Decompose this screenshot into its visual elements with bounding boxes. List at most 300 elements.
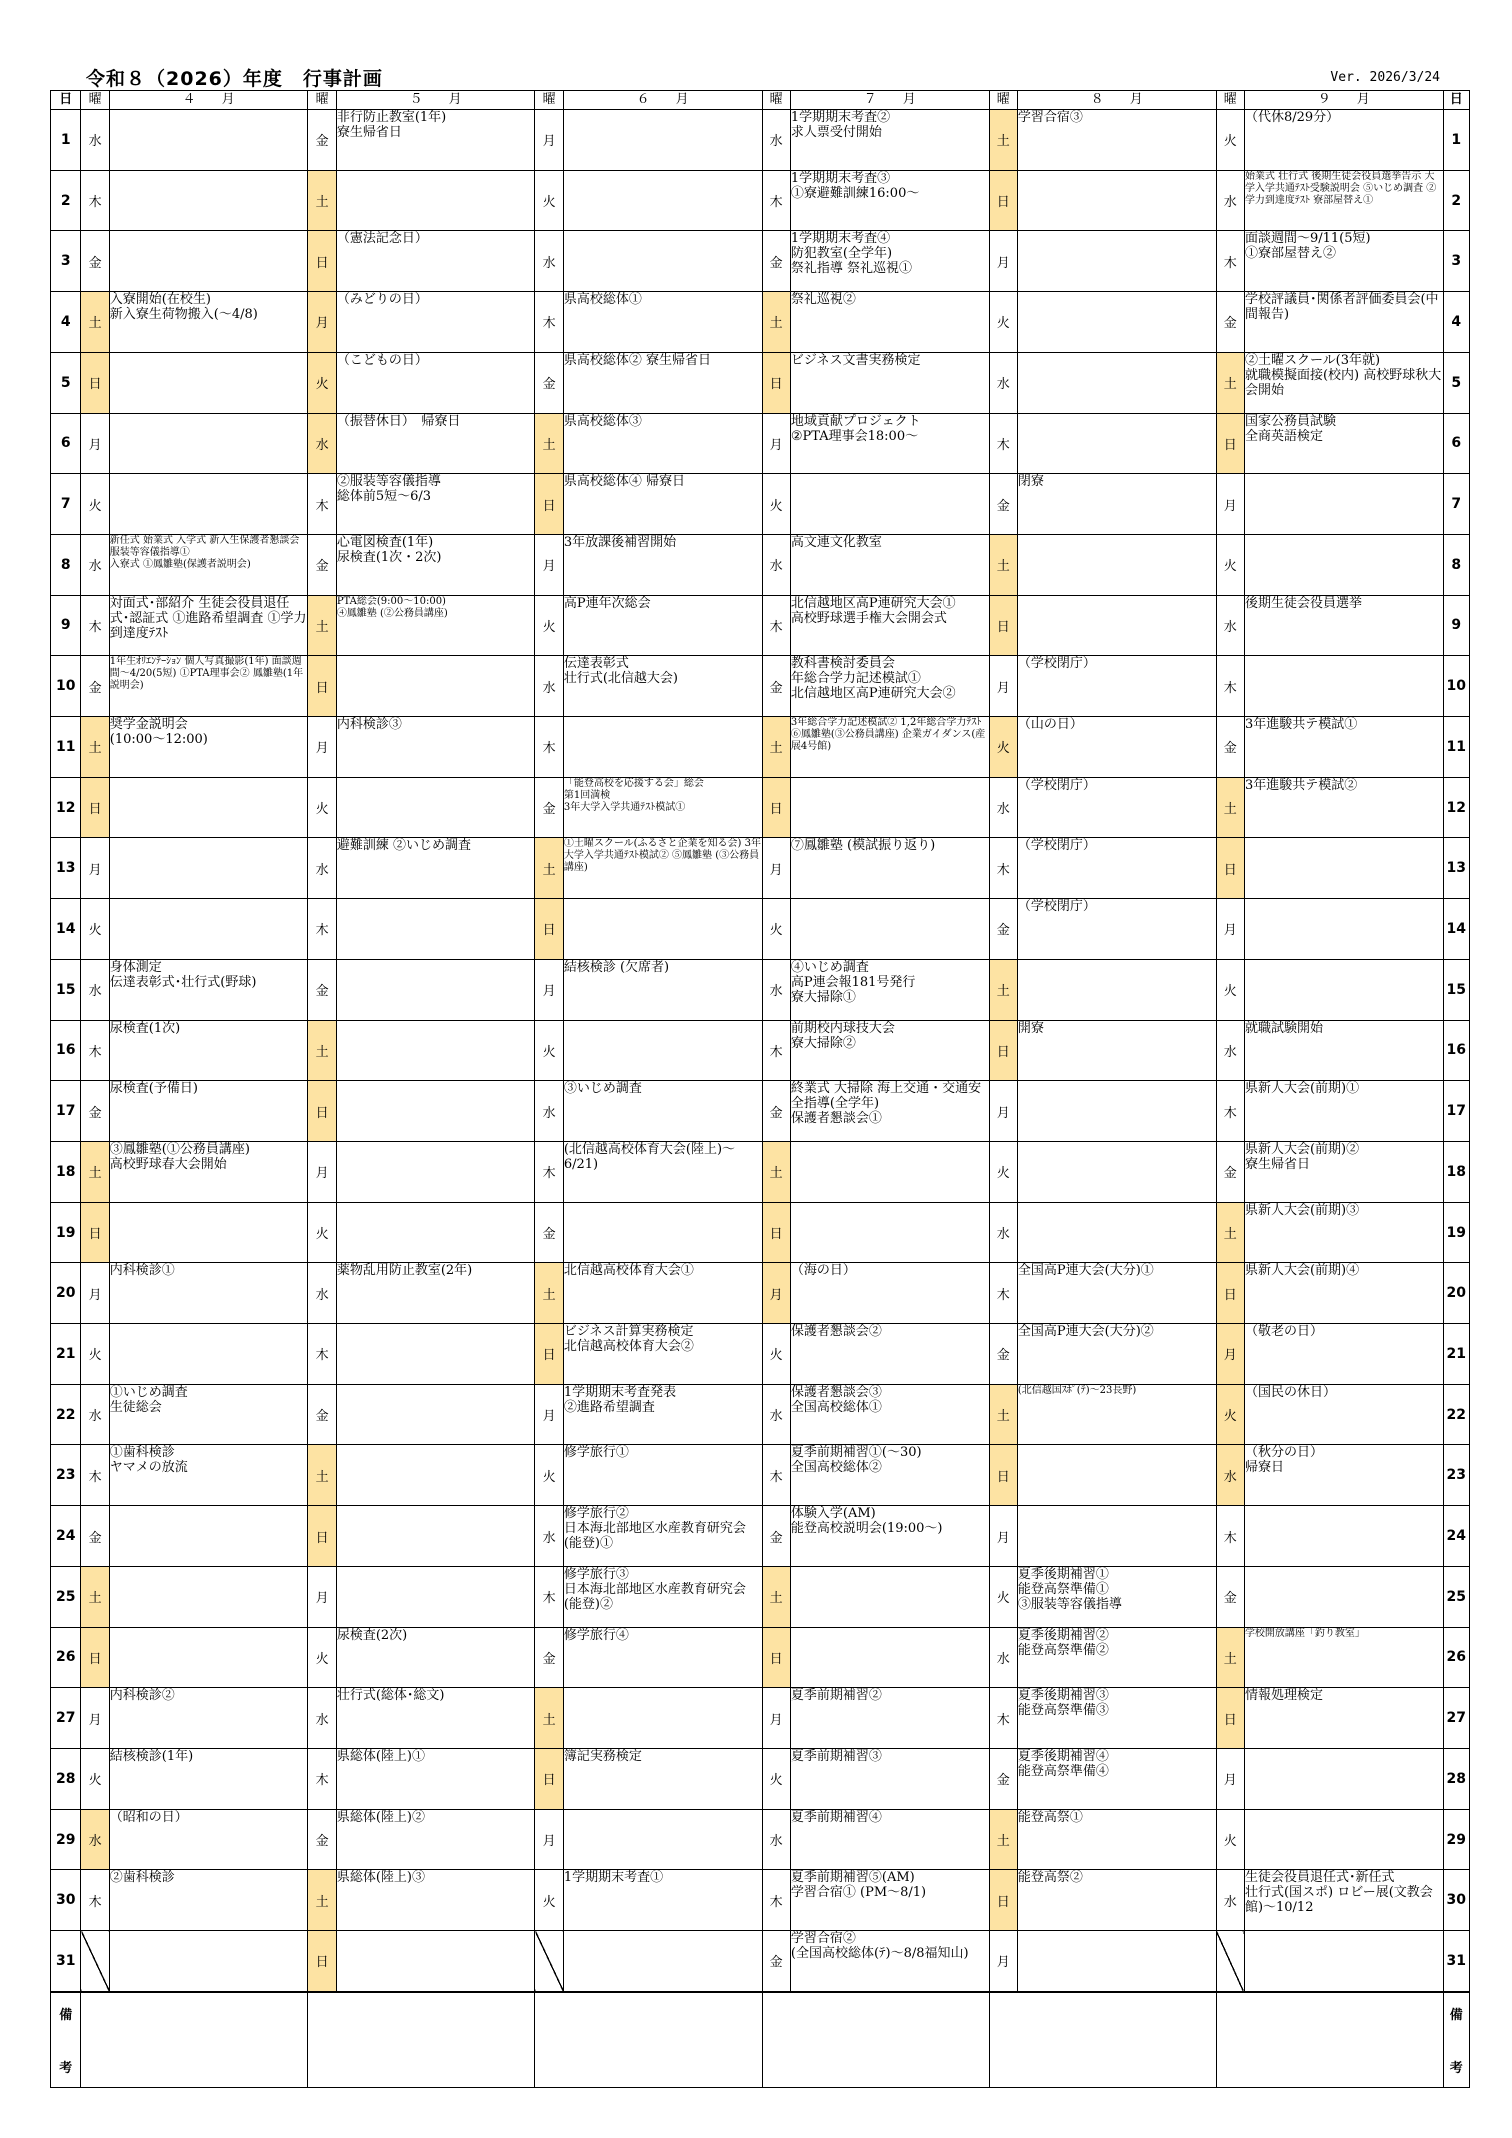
event-cell (1244, 1748, 1443, 1809)
weekday-header: 曜 (81, 91, 109, 110)
event-cell: （学校閉庁） (1017, 656, 1216, 717)
event-cell: 学習合宿② (全国高校総体(ﾃ)～8/8福知山) (790, 1931, 989, 1992)
weekday-cell: 水 (762, 1384, 790, 1445)
weekday-cell: 木 (81, 1870, 109, 1931)
weekday-cell: 日 (1216, 838, 1244, 899)
weekday-cell: 土 (535, 1263, 563, 1324)
weekday-cell: 水 (762, 534, 790, 595)
event-cell (1017, 1081, 1216, 1142)
weekday-cell: 水 (81, 534, 109, 595)
event-cell: 薬物乱用防止教室(2年) (336, 1263, 535, 1324)
weekday-cell: 金 (1216, 717, 1244, 778)
day-number: 19 (51, 1202, 81, 1263)
weekday-cell: 日 (308, 231, 336, 292)
weekday-cell: 日 (308, 1931, 336, 1992)
weekday-cell: 日 (535, 1748, 563, 1809)
day-number: 15 (1443, 959, 1469, 1020)
weekday-cell: 火 (762, 899, 790, 960)
event-cell: ②歯科検診 (109, 1870, 308, 1931)
day-row (51, 231, 1470, 292)
day-number: 20 (51, 1263, 81, 1324)
weekday-header: 曜 (535, 91, 563, 110)
event-cell (109, 413, 308, 474)
weekday-cell: 火 (989, 1141, 1017, 1202)
event-cell (109, 899, 308, 960)
event-cell (1017, 352, 1216, 413)
event-cell (563, 1688, 762, 1749)
weekday-cell (81, 1931, 109, 1992)
weekday-cell: 木 (535, 717, 563, 778)
event-cell (336, 959, 535, 1020)
event-cell: 壮行式(総体･総文) (336, 1688, 535, 1749)
event-cell: 対面式･部紹介 生徒会役員退任式･認証式 ①進路希望調査 ①学力到達度ﾃｽﾄ (109, 595, 308, 656)
weekday-cell: 木 (535, 1141, 563, 1202)
weekday-cell: 土 (762, 292, 790, 353)
weekday-cell: 月 (535, 1809, 563, 1870)
weekday-cell: 火 (308, 777, 336, 838)
event-cell: 1学期期末考査④ 防犯教室(全学年) 祭礼指導 祭礼巡視① (790, 231, 989, 292)
weekday-cell: 月 (81, 413, 109, 474)
weekday-cell: 木 (308, 1748, 336, 1809)
weekday-cell: 金 (308, 534, 336, 595)
weekday-cell: 日 (81, 1202, 109, 1263)
event-cell (563, 1020, 762, 1081)
month-header: ６ 月 (563, 91, 762, 110)
weekday-cell: 木 (308, 899, 336, 960)
event-cell: 情報処理検定 (1244, 1688, 1443, 1749)
weekday-cell: 金 (308, 110, 336, 171)
weekday-cell: 日 (1216, 1688, 1244, 1749)
weekday-cell: 月 (989, 1081, 1017, 1142)
day-row (51, 1566, 1470, 1627)
day-number: 25 (1443, 1566, 1469, 1627)
weekday-header: 曜 (308, 91, 336, 110)
month-header: ９ 月 (1244, 91, 1443, 110)
event-cell: （憲法記念日） (336, 231, 535, 292)
month-header: ８ 月 (1017, 91, 1216, 110)
weekday-cell: 月 (989, 1506, 1017, 1567)
day-header: 日 (51, 91, 81, 110)
weekday-cell: 日 (762, 1627, 790, 1688)
weekday-cell: 日 (989, 1870, 1017, 1931)
day-row (51, 474, 1470, 535)
weekday-cell: 金 (762, 1506, 790, 1567)
event-cell (563, 899, 762, 960)
weekday-cell: 火 (989, 292, 1017, 353)
event-cell: （振替休日） 帰寮日 (336, 413, 535, 474)
remarks-cell (308, 1992, 535, 2088)
event-cell: 尿検査(1次) (109, 1020, 308, 1081)
weekday-cell: 金 (1216, 292, 1244, 353)
event-cell: 簿記実務検定 (563, 1748, 762, 1809)
event-cell: 内科検診② (109, 1688, 308, 1749)
event-cell: 3年進駿共テ模試② (1244, 777, 1443, 838)
event-cell: 修学旅行② 日本海北部地区水産教育研究会(能登)① (563, 1506, 762, 1567)
day-row (51, 959, 1470, 1020)
day-row (51, 292, 1470, 353)
event-cell: 県総体(陸上)① (336, 1748, 535, 1809)
remarks-label-char: 考 (1449, 2060, 1463, 2076)
event-cell (790, 777, 989, 838)
event-cell (336, 1081, 535, 1142)
event-cell: 夏季後期補習④ 能登高祭準備④ (1017, 1748, 1216, 1809)
day-row (51, 110, 1470, 171)
weekday-cell: 土 (308, 595, 336, 656)
day-number: 16 (1443, 1020, 1469, 1081)
weekday-cell: 木 (762, 1020, 790, 1081)
event-cell (1017, 292, 1216, 353)
event-cell (790, 1141, 989, 1202)
event-cell: 結核検診(1年) (109, 1748, 308, 1809)
event-cell (1244, 899, 1443, 960)
day-row (51, 1748, 1470, 1809)
weekday-cell: 水 (81, 1809, 109, 1870)
day-number: 16 (51, 1020, 81, 1081)
event-cell (109, 110, 308, 171)
weekday-cell: 水 (1216, 170, 1244, 231)
day-number: 4 (1443, 292, 1469, 353)
event-cell: 高文連文化教室 (790, 534, 989, 595)
event-cell (563, 110, 762, 171)
weekday-cell: 金 (1216, 1141, 1244, 1202)
event-cell (109, 838, 308, 899)
event-cell: 開寮 (1017, 1020, 1216, 1081)
event-cell: 1学期期末考査① (563, 1870, 762, 1931)
remarks-cell (535, 1992, 762, 2088)
event-cell: 県高校総体① (563, 292, 762, 353)
weekday-cell: 木 (535, 1566, 563, 1627)
event-cell: 祭礼巡視② (790, 292, 989, 353)
day-number: 28 (51, 1748, 81, 1809)
day-number: 18 (1443, 1141, 1469, 1202)
event-cell: （みどりの日） (336, 292, 535, 353)
weekday-cell: 金 (762, 231, 790, 292)
event-cell: ②服装等容儀指導 総体前5短～6/3 (336, 474, 535, 535)
event-cell (336, 1566, 535, 1627)
event-cell: 新任式 始業式 入学式 新入生保護者懇談会 服装等容儀指導① 入寮式 ①鳳雛塾(保護者説明会) (109, 534, 308, 595)
event-cell: ③いじめ調査 (563, 1081, 762, 1142)
weekday-cell: 金 (762, 1931, 790, 1992)
day-row (51, 1445, 1470, 1506)
weekday-cell: 土 (762, 1141, 790, 1202)
event-cell: 北信越高校体育大会① (563, 1263, 762, 1324)
event-cell (1244, 959, 1443, 1020)
remarks-label-char: 備 (1449, 2007, 1463, 2023)
day-number: 3 (51, 231, 81, 292)
weekday-cell: 木 (762, 170, 790, 231)
weekday-cell: 金 (308, 1384, 336, 1445)
event-cell: 夏季前期補習④ (790, 1809, 989, 1870)
day-row (51, 777, 1470, 838)
event-cell: （学校閉庁） (1017, 777, 1216, 838)
weekday-cell: 金 (762, 656, 790, 717)
weekday-cell: 月 (989, 1931, 1017, 1992)
weekday-cell: 火 (81, 474, 109, 535)
event-cell: 3年総合学力記述模試② 1,2年総合学力ﾃｽﾄ ⑥鳳雛塾(③公務員講座) 企業ガイダンス(産展4号館) (790, 717, 989, 778)
month-header: ７ 月 (790, 91, 989, 110)
event-cell: 尿検査(2次) (336, 1627, 535, 1688)
weekday-cell: 土 (762, 717, 790, 778)
weekday-cell: 土 (989, 959, 1017, 1020)
event-cell (1017, 1202, 1216, 1263)
weekday-cell: 金 (989, 1748, 1017, 1809)
day-number: 21 (1443, 1324, 1469, 1385)
day-number: 1 (51, 110, 81, 171)
weekday-cell: 木 (1216, 1506, 1244, 1567)
day-number: 8 (1443, 534, 1469, 595)
page-header (50, 64, 1470, 90)
weekday-cell: 月 (308, 292, 336, 353)
day-row (51, 413, 1470, 474)
event-cell: 始業式 壮行式 後期生徒会役員選挙告示 大学入学共通ﾃｽﾄ受験説明会 ⑤いじめ調査 ②学力到達度ﾃｽﾄ 寮部屋替え① (1244, 170, 1443, 231)
weekday-cell: 水 (81, 1384, 109, 1445)
weekday-cell: 木 (762, 1445, 790, 1506)
weekday-cell: 金 (81, 1506, 109, 1567)
weekday-cell: 火 (989, 717, 1017, 778)
weekday-cell: 木 (308, 1324, 336, 1385)
page-title: 令和８（2026）年度 行事計画 (86, 68, 383, 90)
event-cell: 夏季前期補習⑤(AM) 学習合宿① (PM～8/1) (790, 1870, 989, 1931)
day-number: 27 (51, 1688, 81, 1749)
weekday-cell: 水 (1216, 595, 1244, 656)
event-cell: 夏季後期補習① 能登高祭準備① ③服装等容儀指導 (1017, 1566, 1216, 1627)
weekday-cell: 火 (535, 1020, 563, 1081)
weekday-cell: 火 (1216, 1809, 1244, 1870)
weekday-cell: 月 (989, 231, 1017, 292)
event-cell (109, 1931, 308, 1992)
event-cell (109, 1202, 308, 1263)
day-number: 3 (1443, 231, 1469, 292)
weekday-cell: 日 (762, 1202, 790, 1263)
event-cell (563, 1809, 762, 1870)
event-cell: ③鳳雛塾(①公務員講座) 高校野球春大会開始 (109, 1141, 308, 1202)
weekday-cell: 水 (762, 959, 790, 1020)
weekday-cell: 日 (989, 1020, 1017, 1081)
event-cell: 全国高P連大会(大分)② (1017, 1324, 1216, 1385)
event-cell: ビジネス文書実務検定 (790, 352, 989, 413)
weekday-cell: 日 (989, 1445, 1017, 1506)
weekday-cell: 金 (308, 959, 336, 1020)
weekday-cell: 金 (308, 1809, 336, 1870)
event-cell: 教科書検討委員会 年総合学力記述模試① 北信越地区高P連研究大会② (790, 656, 989, 717)
weekday-cell: 金 (535, 1627, 563, 1688)
weekday-cell: 水 (1216, 1445, 1244, 1506)
day-number: 13 (51, 838, 81, 899)
day-number: 18 (51, 1141, 81, 1202)
event-cell: 1学期期末考査発表 ②進路希望調査 (563, 1384, 762, 1445)
day-number: 30 (51, 1870, 81, 1931)
event-cell: 夏季前期補習③ (790, 1748, 989, 1809)
day-number: 26 (51, 1627, 81, 1688)
event-cell (109, 231, 308, 292)
weekday-cell: 水 (535, 1506, 563, 1567)
remarks-cell (762, 1992, 989, 2088)
event-cell: 夏季後期補習② 能登高祭準備② (1017, 1627, 1216, 1688)
event-cell (336, 170, 535, 231)
weekday-cell: 木 (762, 595, 790, 656)
event-cell: 1学期期末考査③ ①寮避難訓練16:00～ (790, 170, 989, 231)
day-number: 23 (51, 1445, 81, 1506)
event-cell (336, 1141, 535, 1202)
event-cell (1017, 1141, 1216, 1202)
weekday-cell: 月 (535, 959, 563, 1020)
event-cell: 修学旅行① (563, 1445, 762, 1506)
event-cell (336, 899, 535, 960)
weekday-cell: 火 (535, 1445, 563, 1506)
weekday-cell: 土 (989, 110, 1017, 171)
weekday-cell: 火 (1216, 959, 1244, 1020)
event-cell (109, 352, 308, 413)
day-row (51, 838, 1470, 899)
day-number: 28 (1443, 1748, 1469, 1809)
weekday-cell: 月 (308, 1141, 336, 1202)
event-cell (336, 1445, 535, 1506)
event-cell (790, 1202, 989, 1263)
day-number: 27 (1443, 1688, 1469, 1749)
event-cell: （学校閉庁） (1017, 838, 1216, 899)
weekday-cell: 金 (1216, 1566, 1244, 1627)
weekday-header: 曜 (989, 91, 1017, 110)
day-row (51, 1870, 1470, 1931)
event-cell: 全国高P連大会(大分)① (1017, 1263, 1216, 1324)
day-number: 2 (51, 170, 81, 231)
weekday-cell: 月 (1216, 899, 1244, 960)
weekday-cell: 水 (762, 1809, 790, 1870)
event-cell (109, 1627, 308, 1688)
weekday-cell: 火 (308, 1627, 336, 1688)
day-number: 26 (1443, 1627, 1469, 1688)
remarks-row (51, 1992, 1470, 2088)
remarks-label-char: 備 (59, 2007, 73, 2023)
day-number: 7 (1443, 474, 1469, 535)
weekday-cell: 日 (308, 656, 336, 717)
weekday-cell: 水 (989, 777, 1017, 838)
remarks-cell (81, 1992, 308, 2088)
day-row (51, 1081, 1470, 1142)
day-number: 10 (1443, 656, 1469, 717)
weekday-cell: 火 (535, 1870, 563, 1931)
weekday-cell: 日 (535, 899, 563, 960)
weekday-cell: 火 (535, 595, 563, 656)
day-row (51, 1506, 1470, 1567)
weekday-cell: 木 (989, 1263, 1017, 1324)
remarks-cell (1216, 1992, 1443, 2088)
weekday-cell: 火 (1216, 110, 1244, 171)
weekday-cell: 金 (535, 777, 563, 838)
weekday-cell: 土 (308, 170, 336, 231)
event-cell: 県高校総体② 寮生帰省日 (563, 352, 762, 413)
event-cell: 内科検診③ (336, 717, 535, 778)
event-cell: 避難訓練 ②いじめ調査 (336, 838, 535, 899)
weekday-cell: 土 (81, 717, 109, 778)
day-number: 11 (1443, 717, 1469, 778)
event-cell: （山の日） (1017, 717, 1216, 778)
event-cell: （代休8/29分） (1244, 110, 1443, 171)
event-cell: （海の日） (790, 1263, 989, 1324)
weekday-cell: 木 (989, 413, 1017, 474)
day-number: 22 (51, 1384, 81, 1445)
event-cell: 内科検診① (109, 1263, 308, 1324)
event-cell: 県高校総体④ 帰寮日 (563, 474, 762, 535)
event-cell (1017, 413, 1216, 474)
event-cell (1244, 656, 1443, 717)
weekday-cell: 火 (81, 899, 109, 960)
event-cell (563, 231, 762, 292)
event-cell: 県新人大会(前期)① (1244, 1081, 1443, 1142)
weekday-cell: 金 (762, 1081, 790, 1142)
event-cell: 夏季後期補習③ 能登高祭準備③ (1017, 1688, 1216, 1749)
weekday-cell: 水 (989, 1202, 1017, 1263)
weekday-cell: 土 (1216, 1202, 1244, 1263)
day-number: 29 (51, 1809, 81, 1870)
day-number: 24 (1443, 1506, 1469, 1567)
weekday-cell: 日 (762, 352, 790, 413)
weekday-cell: 月 (762, 1688, 790, 1749)
weekday-cell: 土 (989, 534, 1017, 595)
event-cell (1244, 1506, 1443, 1567)
weekday-cell: 土 (535, 838, 563, 899)
weekday-cell: 金 (989, 899, 1017, 960)
day-number: 6 (1443, 413, 1469, 474)
event-cell (336, 777, 535, 838)
event-cell (1017, 231, 1216, 292)
day-row (51, 1141, 1470, 1202)
event-cell: （こどもの日） (336, 352, 535, 413)
event-cell (790, 474, 989, 535)
day-row (51, 352, 1470, 413)
event-cell: 3年放課後補習開始 (563, 534, 762, 595)
event-cell (109, 170, 308, 231)
day-number: 13 (1443, 838, 1469, 899)
weekday-cell: 日 (81, 1627, 109, 1688)
event-cell: 高P連年次総会 (563, 595, 762, 656)
day-number: 14 (1443, 899, 1469, 960)
event-cell: 閉寮 (1017, 474, 1216, 535)
event-cell: 学習合宿③ (1017, 110, 1216, 171)
weekday-cell: 月 (762, 838, 790, 899)
day-row (51, 1931, 1470, 1992)
day-number: 10 (51, 656, 81, 717)
event-cell: 入寮開始(在校生) 新入寮生荷物搬入(～4/8) (109, 292, 308, 353)
weekday-cell: 月 (1216, 474, 1244, 535)
event-cell: 面談週間～9/11(5短) ①寮部屋替え② (1244, 231, 1443, 292)
day-row (51, 1263, 1470, 1324)
weekday-cell: 木 (1216, 1081, 1244, 1142)
weekday-cell: 日 (1216, 1263, 1244, 1324)
day-number: 31 (51, 1931, 81, 1992)
weekday-cell: 水 (308, 413, 336, 474)
event-cell: 夏季前期補習② (790, 1688, 989, 1749)
day-number: 25 (51, 1566, 81, 1627)
weekday-cell: 土 (308, 1020, 336, 1081)
weekday-cell: 月 (989, 656, 1017, 717)
weekday-cell: 水 (989, 1627, 1017, 1688)
day-number: 5 (51, 352, 81, 413)
header-row (51, 91, 1470, 110)
event-cell: 県新人大会(前期)④ (1244, 1263, 1443, 1324)
weekday-cell: 月 (308, 717, 336, 778)
event-cell: （国民の休日） (1244, 1384, 1443, 1445)
day-number: 30 (1443, 1870, 1469, 1931)
weekday-cell: 木 (1216, 656, 1244, 717)
event-cell (1017, 1506, 1216, 1567)
weekday-cell: 土 (308, 1870, 336, 1931)
weekday-cell: 木 (762, 1870, 790, 1931)
event-cell: 県新人大会(前期)② 寮生帰省日 (1244, 1141, 1443, 1202)
weekday-cell: 火 (81, 1324, 109, 1385)
event-cell (336, 1506, 535, 1567)
event-cell (1244, 1566, 1443, 1627)
